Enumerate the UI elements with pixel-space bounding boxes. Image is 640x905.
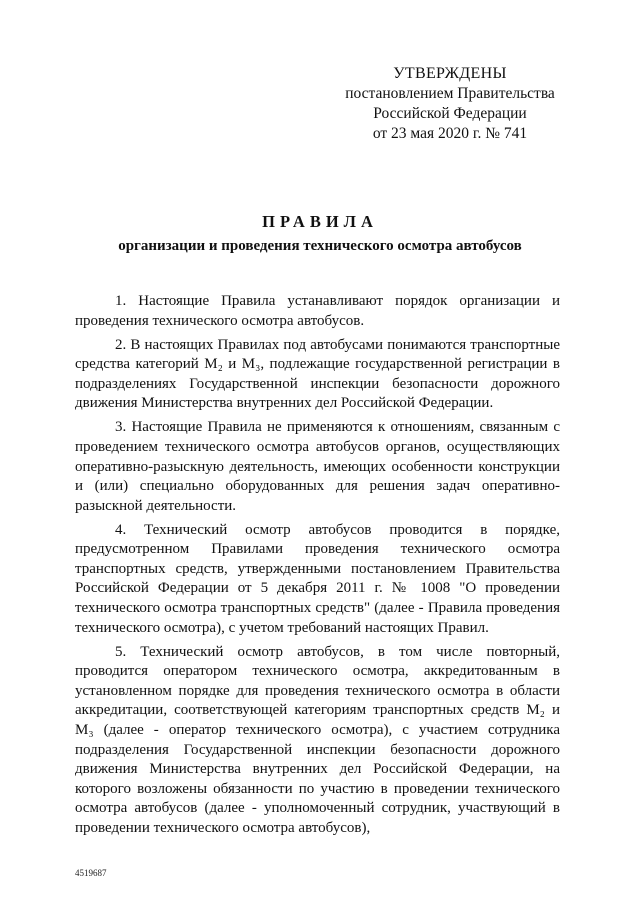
approval-line-3: от 23 мая 2020 г. № 741 xyxy=(372,125,528,142)
document-body xyxy=(75,292,560,843)
paragraph-1: 1. Настоящие Правила устанавливают порядок организации и проведения технического осмотра автобусов. xyxy=(75,293,560,329)
document-code: 4519687 xyxy=(75,868,107,878)
document-title: ПРАВИЛА xyxy=(262,212,378,231)
approval-line-1: постановлением Правительства xyxy=(345,85,555,102)
approval-block xyxy=(340,64,560,144)
approval-heading: УТВЕРЖДЕНЫ xyxy=(393,65,507,82)
paragraph-5: 5. Технический осмотр автобусов, в том числе повторный, проводится оператором технического осмотра, аккредитованным в установленном порядке для проведения технического осмотра в области аккредитации, соответствующей категориям транспортных средств M₂ и M₃ (далее - оператор технического осмотра), с участием сотрудника подразделения Государственной инспекции безопасности дорожного движения Министерства внутренних дел Российской Федерации, на которого возложены обязанности по участию в проведении технического осмотра автобусов (далее - уполномоченный сотрудник, участвующий в проведении технического осмотра автобусов), xyxy=(75,643,560,836)
paragraph-3: 3. Настоящие Правила не применяются к отношениям, связанным с проведением технического осмотра автобусов органов, осуществляющих оперативно-разыскную деятельность, имеющих особенности конструкции и (или) специально оборудованных для решения задач оперативно-разыскной деятельности. xyxy=(75,419,560,514)
paragraph-2: 2. В настоящих Правилах под автобусами понимаются транспортные средства категорий M₂ и M₃, подлежащие государственной регистрации в подразделениях Государственной инспекции безопасности дорожного движения Министерства внутренних дел Российской Федерации. xyxy=(75,336,560,412)
approval-line-2: Российской Федерации xyxy=(373,105,527,122)
document-subtitle: организации и проведения технического осмотра автобусов xyxy=(118,238,522,254)
paragraph-4: 4. Технический осмотр автобусов проводится в порядке, предусмотренном Правилами проведения технического осмотра транспортных средств, утвержденными постановлением Правительства Российской Федерации от 5 декабря 2011 г. № 1008 "О проведении технического осмотра транспортных средств" (далее - Правила проведения технического осмотра), с учетом требований настоящих Правил. xyxy=(75,521,560,636)
